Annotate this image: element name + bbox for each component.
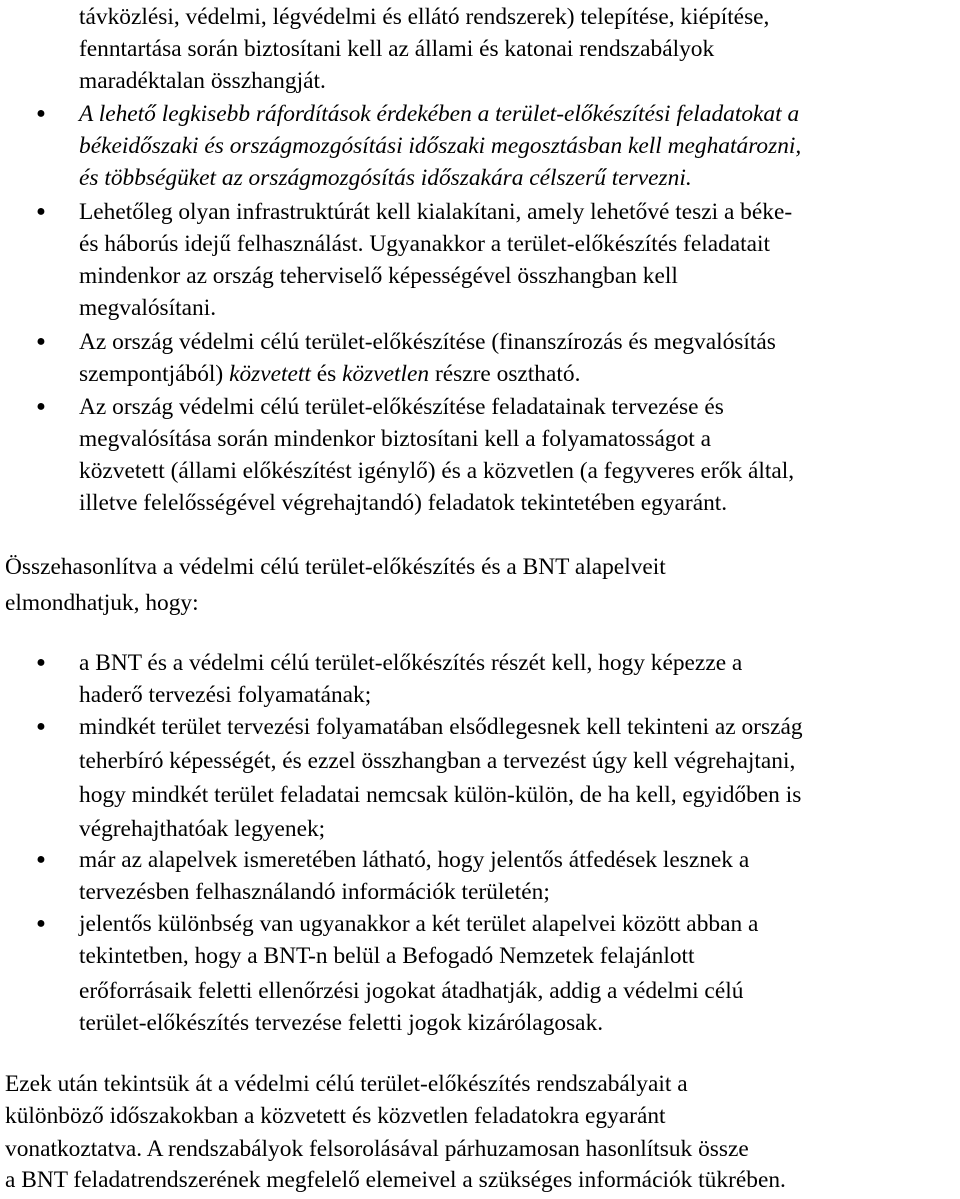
text-line: és háborús idejű felhasználást. Ugyanakkor a terület-előkészítés feladatait (79, 231, 771, 257)
text-line: hogy mindkét terület feladatai nemcsak külön-külön, de ha kell, egyidőben is (79, 782, 802, 808)
text-line: Az ország védelmi célú terület-előkészítése feladatainak tervezése és (79, 394, 724, 420)
text-line: már az alapelvek ismeretében látható, hogy jelentős átfedések lesznek a (79, 847, 750, 873)
text-line: fenntartása során biztosítani kell az állami és katonai rendszabályok (79, 36, 715, 62)
text-run: részre osztható. (429, 361, 581, 387)
text-line: haderő tervezési folyamatának; (79, 682, 372, 708)
paragraph-line: Összehasonlítva a védelmi célú terület-előkészítés és a BNT alapelveit (5, 554, 666, 580)
text-line: tekintetben, hogy a BNT-n belül a Befogadó Nemzetek felajánlott (79, 943, 695, 969)
text-line: megvalósítása során mindenkor biztosítani kell a folyamatosságot a (79, 426, 712, 452)
text-line: a BNT és a védelmi célú terület-előkészítés részét kell, hogy képezze a (79, 650, 743, 676)
paragraph-line: vonatkoztatva. A rendszabályok felsorolásával párhuzamosan hasonlítsuk össze (5, 1136, 749, 1162)
text-run: és (310, 361, 343, 387)
text-line: jelentős különbség van ugyanakkor a két terület alapelvei között abban a (79, 911, 759, 937)
text-line: békeidőszaki és országmozgósítási időszaki megosztásban kell meghatározni, (79, 133, 802, 159)
paragraph-line: elmondhatjuk, hogy: (5, 590, 199, 616)
text-line: végrehajthatóak legyenek; (79, 816, 326, 842)
text-line: tervezésben felhasználandó információk területén; (79, 879, 550, 905)
text-line: teherbíró képességét, és ezzel összhangban a tervezést úgy kell végrehajtani, (79, 748, 796, 774)
text-line: mindkét terület tervezési folyamatában elsődlegesnek kell tekinteni az ország (79, 714, 803, 740)
text-line: közvetett (állami előkészítést igénylő) és a közvetlen (a fegyveres erők által, (79, 458, 795, 484)
italic-text: közvetett (229, 361, 311, 387)
paragraph-line: különböző időszakokban a közvetett és közvetlen feladatokra egyaránt (5, 1103, 666, 1129)
text-run: szempontjából) (79, 361, 230, 387)
italic-text: közvetlen (342, 361, 430, 387)
text-line: erőforrásaik feletti ellenőrzési jogokat átadhatják, addig a védelmi célú (79, 978, 744, 1004)
text-line: Lehetőleg olyan infrastruktúrát kell kialakítani, amely lehetővé teszi a béke- (79, 199, 793, 225)
text-line: Az ország védelmi célú terület-előkészítése (finanszírozás és megvalósítás (79, 329, 776, 355)
document-page: távközlési, védelmi, légvédelmi és ellátó rendszerek) telepítése, kiépítése, fenntartása során biztosítani kell az állami és katonai rendszabályok maradéktalan összhangját. ● A lehető legkisebb ráfordítások érdekében a terület-előkészítési feladatokat a békeidőszaki és országmozgósítási időszaki megosztásban kell meghatározni, és többségüket az országmozgósítás időszakára célszerű tervezni. ● Lehetőleg olyan infrastruktúrát kell kialakítani, amely lehetővé teszi a béke- és háborús idejű felhasználást. Ugyanakkor a terület-előkészítés feladatait mindenkor az ország teherviselő képességével összhangban kell megvalósítani. ● Az ország védelmi célú terület-előkészítése (finanszírozás és megvalósítás szempontjából) közvetett és közvetlen részre osztható. ● Az ország védelmi célú terület-előkészítése feladatainak tervezése és megvalósítása során mindenkor biztosítani kell a folyamatosságot a közvetett (állami előkészítést igénylő) és a közvetlen (a fegyveres erők által, illetve felelősségével végrehajtandó) feladatok tekintetében egyaránt. Összehasonlítva a védelmi célú terület-előkészítés és a BNT alapelveit elmondhatjuk, hogy: ● a BNT és a védelmi célú terület-előkészítés részét kell, hogy képezze a haderő tervezési folyamatának; ● mindkét terület tervezési folyamatában elsődlegesnek kell tekinteni az ország teherbíró képességét, és ezzel összhangban a tervezést úgy kell végrehajtani, hogy mindkét terület feladatai nemcsak külön-külön, de ha kell, egyidőben is végrehajthatóak legyenek; ● már az alapelvek ismeretében látható, hogy jelentős átfedések lesznek a tervezésben felhasználandó információk területén; ● jelentős különbség van ugyanakkor a két terület alapelvei között abban a tekintetben, hogy a BNT-n belül a Befogadó Nemzetek felajánlott erőforrásaik feletti ellenőrzési jogokat átadhatják, addig a védelmi célú terület-előkészítés tervezése feletti jogok kizárólagosak. Ezek után tekintsük át a védelmi célú terület-előkészítés rendszabályait a különböző időszakokban a közvetett és közvetlen feladatokra egyaránt vonatkoztatva. A rendszabályok felsorolásával párhuzamosan hasonlítsuk össze a BNT feladatrendszerének megfelelő elemeivel a szükséges információk tükrében. (0, 0, 960, 1199)
text-line: és többségüket az országmozgósítás időszakára célszerű tervezni. (79, 165, 692, 191)
text-line: távközlési, védelmi, légvédelmi és ellátó rendszerek) telepítése, kiépítése, (79, 4, 770, 30)
text-line: megvalósítani. (79, 295, 217, 321)
text-line: mindenkor az ország teherviselő képességével összhangban kell (79, 263, 678, 289)
text-line: terület-előkészítés tervezése feletti jogok kizárólagosak. (79, 1010, 604, 1036)
text-line (79, 357, 580, 391)
text-line: illetve felelősségével végrehajtandó) feladatok tekintetében egyaránt. (79, 490, 728, 516)
text-line: A lehető legkisebb ráfordítások érdekében a terület-előkészítési feladatokat a (79, 101, 800, 127)
paragraph-line: a BNT feladatrendszerének megfelelő elemeivel a szükséges információk tükrében. (5, 1167, 786, 1193)
text-line: maradéktalan összhangját. (79, 68, 326, 94)
paragraph-line: Ezek után tekintsük át a védelmi célú terület-előkészítés rendszabályait a (5, 1071, 688, 1097)
